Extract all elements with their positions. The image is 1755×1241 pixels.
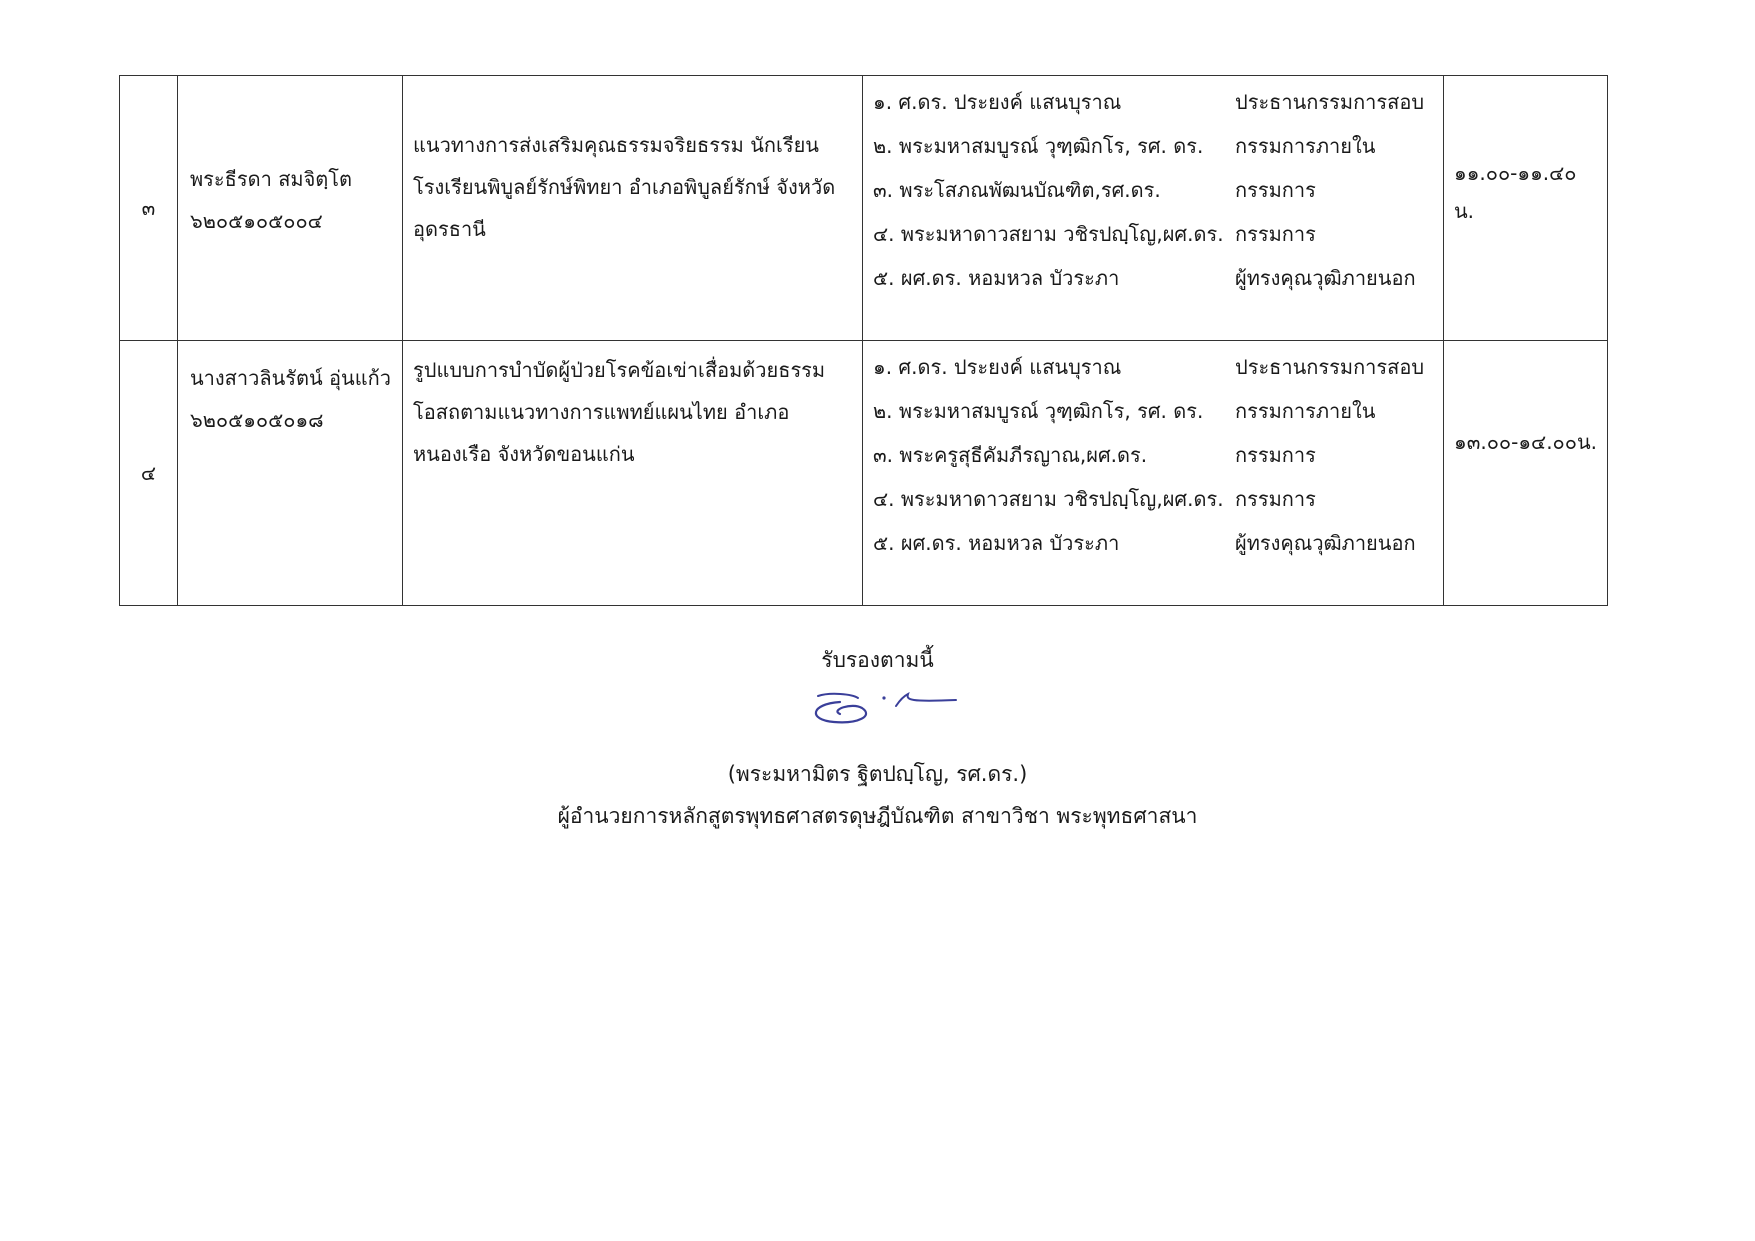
- time-slot: ๑๑.๐๐-๑๑.๔๐: [1454, 161, 1577, 185]
- committee-member-role: กรรมการ: [1235, 443, 1316, 467]
- committee-member-role: กรรมการ: [1235, 487, 1316, 511]
- committee-member-name: ๓. พระครูสุธีคัมภีรญาณ,ผศ.ดร.: [873, 443, 1148, 467]
- committee-member-role: ประธานกรรมการสอบ: [1235, 90, 1425, 114]
- thesis-title: รูปแบบการบำบัดผู้ป่วยโรคข้อเข่าเสื่อมด้วยธรรมโอสถตามแนวทางการแพทย์แผนไทย อำเภอหนองเรือ จังหวัดขอนแก่น: [413, 358, 826, 466]
- committee-member-name: ๒. พระมหาสมบูรณ์ วุฑฺฒิกโร, รศ. ดร.: [873, 399, 1204, 423]
- committee-member-name: ๕. ผศ.ดร. หอมหวล บัวระภา: [873, 531, 1120, 555]
- committee-member-role: กรรมการ: [1235, 222, 1316, 246]
- signature-icon: [800, 688, 960, 728]
- committee-member-name: ๕. ผศ.ดร. หอมหวล บัวระภา: [873, 266, 1120, 290]
- committee-member-role: ประธานกรรมการสอบ: [1235, 355, 1425, 379]
- table-row: [120, 76, 1608, 341]
- committee-member: [873, 345, 1435, 389]
- table-row: [120, 341, 1608, 606]
- row-number: ๔: [140, 461, 157, 485]
- defense-schedule-table: [119, 75, 1608, 606]
- time-slot-suffix: น.: [1454, 199, 1475, 223]
- row-number: ๓: [141, 196, 156, 220]
- committee-member: [873, 168, 1435, 212]
- thesis-title-cell: [403, 76, 863, 341]
- committee-member-name: ๑. ศ.ดร. ประยงค์ แสนบุราณ: [873, 90, 1122, 114]
- thesis-title: แนวทางการส่งเสริมคุณธรรมจริยธรรม นักเรียนโรงเรียนพิบูลย์รักษ์พิทยา อำเภอพิบูลย์รักษ์ จังหวัดอุดรธานี: [413, 133, 836, 241]
- signature: [800, 688, 960, 728]
- signer-name: (พระมหามิตร ฐิตปญฺโญ, รศ.ดร.): [727, 762, 1028, 786]
- committee-member-name: ๔. พระมหาดาวสยาม วชิรปญฺโญ,ผศ.ดร.: [873, 222, 1224, 246]
- committee-member: [873, 212, 1435, 256]
- committee-member-role: กรรมการ: [1235, 178, 1316, 202]
- signer-position: ผู้อำนวยการหลักสูตรพุทธศาสตรดุษฎีบัณฑิต สาขาวิชา พระพุทธศาสนา: [557, 804, 1198, 828]
- student-id: ๖๒๐๕๑๐๕๐๑๘: [190, 408, 324, 432]
- committee-member: [873, 521, 1435, 565]
- row-number-cell: [120, 341, 178, 606]
- committee-member: [873, 124, 1435, 168]
- thesis-title-cell: [403, 341, 863, 606]
- committee-member-name: ๔. พระมหาดาวสยาม วชิรปญฺโญ,ผศ.ดร.: [873, 487, 1224, 511]
- committee-cell: [863, 341, 1444, 606]
- row-number-cell: [120, 76, 178, 341]
- committee-member-role: ผู้ทรงคุณวุฒิภายนอก: [1235, 266, 1416, 290]
- student-name: นางสาวลินรัตน์ อุ่นแก้ว: [190, 366, 391, 390]
- certification-text: รับรองตามนี้: [821, 648, 934, 672]
- committee-member-role: กรรมการภายใน: [1235, 134, 1376, 158]
- committee-member: [873, 477, 1435, 521]
- student-cell: [178, 76, 403, 341]
- time-cell: [1444, 76, 1608, 341]
- committee-member-name: ๑. ศ.ดร. ประยงค์ แสนบุราณ: [873, 355, 1122, 379]
- committee-member-name: ๓. พระโสภณพัฒนบัณฑิต,รศ.ดร.: [873, 178, 1161, 202]
- committee-cell: [863, 76, 1444, 341]
- committee-member: [873, 433, 1435, 477]
- committee-member: [873, 256, 1435, 300]
- committee-member: [873, 80, 1435, 124]
- committee-member-role: กรรมการภายใน: [1235, 399, 1376, 423]
- committee-member: [873, 389, 1435, 433]
- time-cell: [1444, 341, 1608, 606]
- student-id: ๖๒๐๕๑๐๕๐๐๔: [190, 209, 323, 233]
- time-slot: ๑๓.๐๐-๑๔.๐๐น.: [1454, 430, 1597, 454]
- committee-member-name: ๒. พระมหาสมบูรณ์ วุฑฺฒิกโร, รศ. ดร.: [873, 134, 1204, 158]
- committee-member-role: ผู้ทรงคุณวุฒิภายนอก: [1235, 531, 1416, 555]
- student-cell: [178, 341, 403, 606]
- student-name: พระธีรดา สมจิตฺโต: [190, 167, 353, 191]
